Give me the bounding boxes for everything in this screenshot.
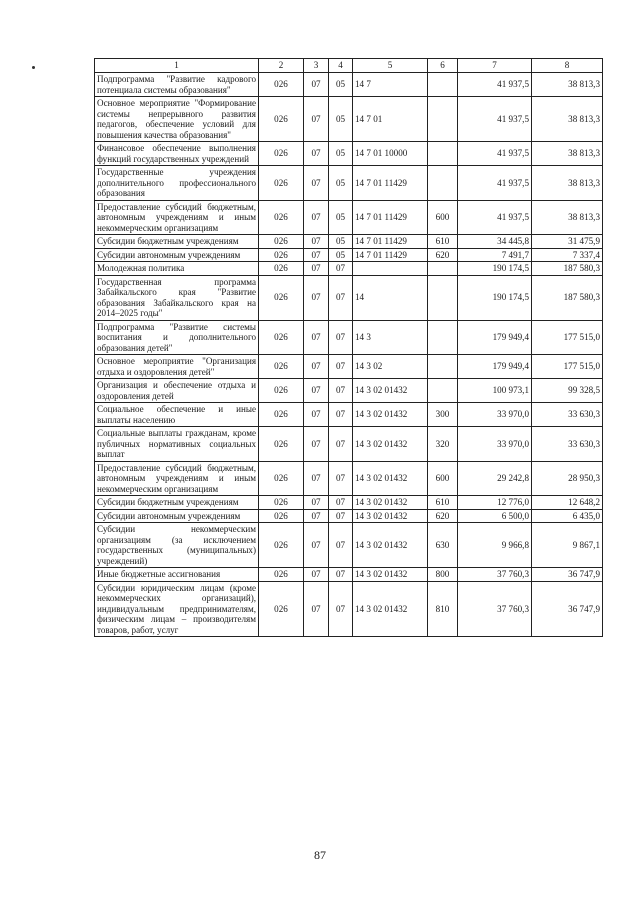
- ministry-code-cell: 026: [259, 355, 304, 379]
- row-name-cell: Субсидии юридическим лицам (кроме некоммерческих организаций), индивидуальным предпринимателям, физическим лицам – производителям товаров, работ, услуг: [95, 581, 259, 637]
- target-article-cell: 14 3 02 01432: [353, 379, 428, 403]
- table-row: [95, 248, 603, 262]
- amount-col8-cell: 31 475,9: [532, 235, 603, 249]
- ministry-code-cell: 026: [259, 461, 304, 496]
- target-article-cell: 14 3 02 01432: [353, 509, 428, 523]
- ministry-code-cell: 026: [259, 523, 304, 568]
- section-code-cell: 07: [304, 73, 329, 97]
- table-row: [95, 568, 603, 582]
- target-article-cell: 14 7: [353, 73, 428, 97]
- table-row: [95, 581, 603, 637]
- subsection-code-cell: 05: [329, 73, 353, 97]
- subsection-code-cell: 07: [329, 320, 353, 355]
- amount-col7-cell: 6 500,0: [458, 509, 532, 523]
- expense-type-cell: [428, 142, 458, 166]
- ministry-code-cell: 026: [259, 379, 304, 403]
- ministry-code-cell: 026: [259, 142, 304, 166]
- ministry-code-cell: 026: [259, 262, 304, 276]
- expense-type-cell: [428, 166, 458, 201]
- ministry-code-cell: 026: [259, 403, 304, 427]
- ministry-code-cell: 026: [259, 568, 304, 582]
- expense-type-cell: 610: [428, 496, 458, 510]
- row-name-cell: Подпрограмма "Развитие системы воспитания и дополнительного образования детей": [95, 320, 259, 355]
- expense-type-cell: 800: [428, 568, 458, 582]
- amount-col8-cell: 12 648,2: [532, 496, 603, 510]
- amount-col7-cell: 7 491,7: [458, 248, 532, 262]
- row-name-cell: Организация и обеспечение отдыха и оздоровления детей: [95, 379, 259, 403]
- expense-type-cell: 300: [428, 403, 458, 427]
- subsection-code-cell: 07: [329, 262, 353, 276]
- table-row: [95, 142, 603, 166]
- amount-col8-cell: 38 813,3: [532, 97, 603, 142]
- section-code-cell: 07: [304, 320, 329, 355]
- target-article-cell: 14 3 02 01432: [353, 403, 428, 427]
- target-article-cell: 14 7 01 11429: [353, 166, 428, 201]
- scan-speck: [32, 66, 35, 69]
- ministry-code-cell: 026: [259, 73, 304, 97]
- target-article-cell: 14 3 02 01432: [353, 568, 428, 582]
- ministry-code-cell: 026: [259, 166, 304, 201]
- table-row: [95, 320, 603, 355]
- amount-col7-cell: 100 973,1: [458, 379, 532, 403]
- col-header-2: 2: [259, 59, 304, 73]
- amount-col7-cell: 41 937,5: [458, 142, 532, 166]
- ministry-code-cell: 026: [259, 581, 304, 637]
- section-code-cell: 07: [304, 200, 329, 235]
- amount-col8-cell: 177 515,0: [532, 320, 603, 355]
- subsection-code-cell: 07: [329, 523, 353, 568]
- subsection-code-cell: 05: [329, 142, 353, 166]
- expense-type-cell: 630: [428, 523, 458, 568]
- table-row: [95, 200, 603, 235]
- row-name-cell: Субсидии некоммерческим организациям (за исключением государственных (муниципальных) учреждений): [95, 523, 259, 568]
- row-name-cell: Основное мероприятие "Формирование системы непрерывного развития педагогов, обеспечение условий для повышения качества образования": [95, 97, 259, 142]
- amount-col8-cell: 177 515,0: [532, 355, 603, 379]
- target-article-cell: 14 7 01 11429: [353, 248, 428, 262]
- target-article-cell: 14 3 02 01432: [353, 427, 428, 462]
- target-article-cell: 14 7 01 11429: [353, 235, 428, 249]
- expense-type-cell: 600: [428, 200, 458, 235]
- amount-col8-cell: 38 813,3: [532, 200, 603, 235]
- ministry-code-cell: 026: [259, 320, 304, 355]
- section-code-cell: 07: [304, 97, 329, 142]
- col-header-8: 8: [532, 59, 603, 73]
- table-row: [95, 97, 603, 142]
- row-name-cell: Субсидии автономным учреждениям: [95, 248, 259, 262]
- table-row: [95, 403, 603, 427]
- expense-type-cell: [428, 355, 458, 379]
- row-name-cell: Субсидии бюджетным учреждениям: [95, 496, 259, 510]
- amount-col7-cell: 37 760,3: [458, 581, 532, 637]
- section-code-cell: 07: [304, 509, 329, 523]
- header-row: [95, 59, 603, 73]
- amount-col7-cell: 9 966,8: [458, 523, 532, 568]
- expense-type-cell: 810: [428, 581, 458, 637]
- section-code-cell: 07: [304, 355, 329, 379]
- subsection-code-cell: 05: [329, 166, 353, 201]
- subsection-code-cell: 07: [329, 461, 353, 496]
- amount-col8-cell: 38 813,3: [532, 73, 603, 97]
- section-code-cell: 07: [304, 581, 329, 637]
- expense-type-cell: 620: [428, 248, 458, 262]
- row-name-cell: Иные бюджетные ассигнования: [95, 568, 259, 582]
- target-article-cell: [353, 262, 428, 276]
- subsection-code-cell: 07: [329, 427, 353, 462]
- ministry-code-cell: 026: [259, 200, 304, 235]
- amount-col7-cell: 179 949,4: [458, 355, 532, 379]
- subsection-code-cell: 05: [329, 200, 353, 235]
- table-row: [95, 73, 603, 97]
- target-article-cell: 14 7 01 11429: [353, 200, 428, 235]
- amount-col8-cell: 7 337,4: [532, 248, 603, 262]
- subsection-code-cell: 07: [329, 581, 353, 637]
- section-code-cell: 07: [304, 142, 329, 166]
- amount-col8-cell: 38 813,3: [532, 166, 603, 201]
- row-name-cell: Субсидии бюджетным учреждениям: [95, 235, 259, 249]
- amount-col7-cell: 179 949,4: [458, 320, 532, 355]
- expense-type-cell: 600: [428, 461, 458, 496]
- amount-col7-cell: 33 970,0: [458, 403, 532, 427]
- amount-col7-cell: 37 760,3: [458, 568, 532, 582]
- section-code-cell: 07: [304, 568, 329, 582]
- target-article-cell: 14 3 02 01432: [353, 461, 428, 496]
- expense-type-cell: 620: [428, 509, 458, 523]
- row-name-cell: Социальные выплаты гражданам, кроме публичных нормативных социальных выплат: [95, 427, 259, 462]
- amount-col8-cell: 28 950,3: [532, 461, 603, 496]
- subsection-code-cell: 07: [329, 355, 353, 379]
- amount-col8-cell: 187 580,3: [532, 262, 603, 276]
- col-header-7: 7: [458, 59, 532, 73]
- amount-col8-cell: 38 813,3: [532, 142, 603, 166]
- amount-col7-cell: 34 445,8: [458, 235, 532, 249]
- expense-type-cell: [428, 275, 458, 320]
- amount-col7-cell: 41 937,5: [458, 97, 532, 142]
- subsection-code-cell: 07: [329, 403, 353, 427]
- expense-type-cell: [428, 262, 458, 276]
- expense-type-cell: [428, 379, 458, 403]
- col-header-5: 5: [353, 59, 428, 73]
- target-article-cell: 14 3 02 01432: [353, 581, 428, 637]
- target-article-cell: 14 3 02 01432: [353, 496, 428, 510]
- section-code-cell: 07: [304, 523, 329, 568]
- row-name-cell: Финансовое обеспечение выполнения функций государственных учреждений: [95, 142, 259, 166]
- table-row: [95, 235, 603, 249]
- table-row: [95, 262, 603, 276]
- amount-col7-cell: 41 937,5: [458, 200, 532, 235]
- budget-table: [94, 58, 603, 637]
- amount-col8-cell: 187 580,3: [532, 275, 603, 320]
- row-name-cell: Основное мероприятие "Организация отдыха и оздоровления детей": [95, 355, 259, 379]
- table-row: [95, 355, 603, 379]
- ministry-code-cell: 026: [259, 248, 304, 262]
- subsection-code-cell: 07: [329, 275, 353, 320]
- page-number: 87: [314, 848, 326, 862]
- amount-col7-cell: 190 174,5: [458, 262, 532, 276]
- target-article-cell: 14 7 01: [353, 97, 428, 142]
- section-code-cell: 07: [304, 427, 329, 462]
- subsection-code-cell: 05: [329, 235, 353, 249]
- amount-col7-cell: 190 174,5: [458, 275, 532, 320]
- row-name-cell: Социальное обеспечение и иные выплаты населению: [95, 403, 259, 427]
- ministry-code-cell: 026: [259, 275, 304, 320]
- subsection-code-cell: 05: [329, 97, 353, 142]
- col-header-1: 1: [95, 59, 259, 73]
- row-name-cell: Субсидии автономным учреждениям: [95, 509, 259, 523]
- expense-type-cell: [428, 97, 458, 142]
- col-header-3: 3: [304, 59, 329, 73]
- section-code-cell: 07: [304, 379, 329, 403]
- subsection-code-cell: 07: [329, 509, 353, 523]
- section-code-cell: 07: [304, 262, 329, 276]
- amount-col8-cell: 36 747,9: [532, 581, 603, 637]
- section-code-cell: 07: [304, 166, 329, 201]
- row-name-cell: Государственная программа Забайкальского края "Развитие образования Забайкальского края на 2014–2025 годы": [95, 275, 259, 320]
- amount-col7-cell: 41 937,5: [458, 73, 532, 97]
- ministry-code-cell: 026: [259, 235, 304, 249]
- row-name-cell: Государственные учреждения дополнительного профессионального образования: [95, 166, 259, 201]
- table-row: [95, 427, 603, 462]
- row-name-cell: Предоставление субсидий бюджетным, автономным учреждениям и иным некоммерческим организациям: [95, 200, 259, 235]
- expense-type-cell: [428, 73, 458, 97]
- table-row: [95, 461, 603, 496]
- amount-col7-cell: 29 242,8: [458, 461, 532, 496]
- row-name-cell: Молодежная политика: [95, 262, 259, 276]
- subsection-code-cell: 07: [329, 568, 353, 582]
- amount-col7-cell: 33 970,0: [458, 427, 532, 462]
- section-code-cell: 07: [304, 461, 329, 496]
- section-code-cell: 07: [304, 248, 329, 262]
- table-row: [95, 166, 603, 201]
- ministry-code-cell: 026: [259, 97, 304, 142]
- table-row: [95, 509, 603, 523]
- col-header-4: 4: [329, 59, 353, 73]
- section-code-cell: 07: [304, 403, 329, 427]
- target-article-cell: 14 3: [353, 320, 428, 355]
- ministry-code-cell: 026: [259, 496, 304, 510]
- amount-col8-cell: 6 435,0: [532, 509, 603, 523]
- ministry-code-cell: 026: [259, 509, 304, 523]
- amount-col7-cell: 41 937,5: [458, 166, 532, 201]
- row-name-cell: Предоставление субсидий бюджетным, автономным учреждениям и иным некоммерческим организациям: [95, 461, 259, 496]
- amount-col8-cell: 9 867,1: [532, 523, 603, 568]
- target-article-cell: 14 3 02: [353, 355, 428, 379]
- table-row: [95, 379, 603, 403]
- amount-col8-cell: 36 747,9: [532, 568, 603, 582]
- expense-type-cell: [428, 320, 458, 355]
- section-code-cell: 07: [304, 496, 329, 510]
- amount-col8-cell: 99 328,5: [532, 379, 603, 403]
- col-header-6: 6: [428, 59, 458, 73]
- amount-col8-cell: 33 630,3: [532, 403, 603, 427]
- section-code-cell: 07: [304, 235, 329, 249]
- ministry-code-cell: 026: [259, 427, 304, 462]
- expense-type-cell: 610: [428, 235, 458, 249]
- subsection-code-cell: 05: [329, 248, 353, 262]
- target-article-cell: 14 7 01 10000: [353, 142, 428, 166]
- amount-col7-cell: 12 776,0: [458, 496, 532, 510]
- row-name-cell: Подпрограмма "Развитие кадрового потенциала системы образования": [95, 73, 259, 97]
- subsection-code-cell: 07: [329, 379, 353, 403]
- expense-type-cell: 320: [428, 427, 458, 462]
- table-row: [95, 496, 603, 510]
- target-article-cell: 14: [353, 275, 428, 320]
- table-row: [95, 275, 603, 320]
- target-article-cell: 14 3 02 01432: [353, 523, 428, 568]
- table-row: [95, 523, 603, 568]
- amount-col8-cell: 33 630,3: [532, 427, 603, 462]
- subsection-code-cell: 07: [329, 496, 353, 510]
- section-code-cell: 07: [304, 275, 329, 320]
